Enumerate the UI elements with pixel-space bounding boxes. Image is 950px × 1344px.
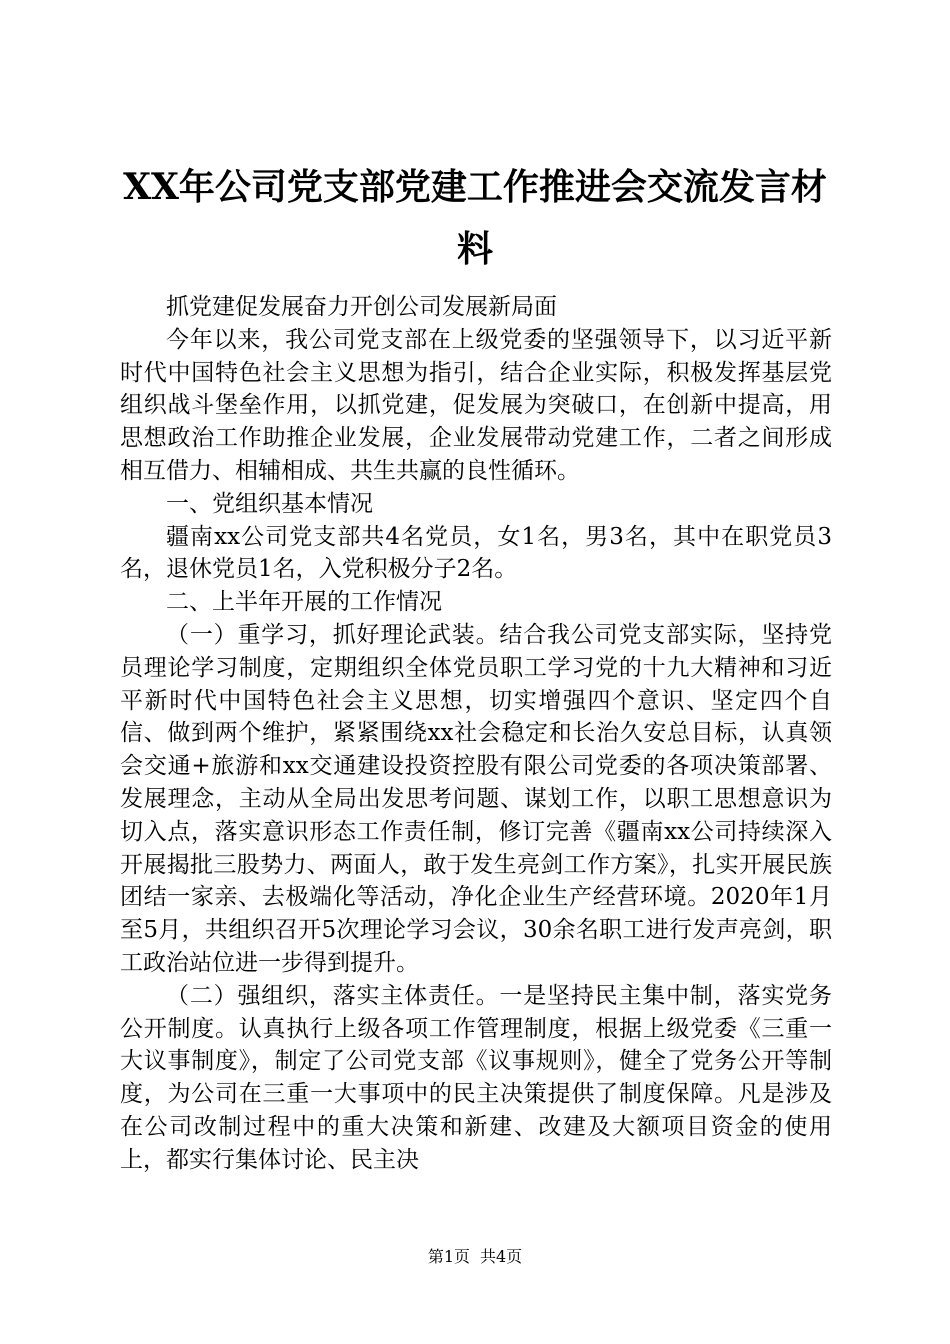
- section-1-paragraph: 疆南xx公司党支部共4名党员，女1名，男3名，其中在职党员3名，退休党员1名，入党积极分子2名。: [120, 523, 832, 583]
- section-heading-1: 一、党组织基本情况: [166, 490, 373, 517]
- subtitle-paragraph: 抓党建促发展奋力开创公司发展新局面: [166, 294, 557, 320]
- page-footer: [0, 1247, 950, 1267]
- intro-paragraph: 今年以来，我公司党支部在上级党委的坚强领导下，以习近平新时代中国特色社会主义思想为指引，结合企业实际，积极发挥基层党组织战斗堡垒作用，以抓党建，促发展为突破口，在创新中提高，用思想政治工作助推企业发展，企业发展带动党建工作，二者之间形成相互借力、相辅相成、共生共赢的良性循环。: [120, 326, 832, 484]
- subsection-1-paragraph: （一）重学习，抓好理论武装。结合我公司党支部实际，坚持党员理论学习制度，定期组织全体党员职工学习党的十九大精神和习近平新时代中国特色社会主义思想，切实增强四个意识、坚定四个自信、做到两个维护，紧紧围绕xx社会稳定和长治久安总目标，认真领会交通+旅游和xx交通建设投资控股有限公司党委的各项决策部署、发展理念，主动从全局出发思考问题、谋划工作，以职工思想意识为切入点，落实意识形态工作责任制，修订完善《疆南xx公司持续深入开展揭批三股势力、两面人，敢于发生亮剑工作方案》，扎实开展民族团结一家亲、去极端化等活动，净化企业生产经营环境。2020年1月至5月，共组织召开5次理论学习会议，30余名职工进行发声亮剑，职工政治站位进一步得到提升。: [120, 621, 832, 976]
- page-total: 共4页: [480, 1247, 523, 1266]
- document-body: [120, 291, 832, 1177]
- section-heading-2: 二、上半年开展的工作情况: [166, 589, 442, 616]
- subsection-2-paragraph: （二）强组织，落实主体责任。一是坚持民主集中制，落实党务公开制度。认真执行上级各项工作管理制度，根据上级党委《三重一大议事制度》，制定了公司党支部《议事规则》，健全了党务公开等制度，为公司在三重一大事项中的民主决策提供了制度保障。凡是涉及在公司改制过程中的重大决策和新建、改建及大额项目资金的使用上，都实行集体讨论、民主决: [120, 982, 832, 1173]
- page-number: 第1页: [427, 1247, 470, 1266]
- document-title: XX年公司党支部党建工作推进会交流发言材料: [123, 166, 827, 270]
